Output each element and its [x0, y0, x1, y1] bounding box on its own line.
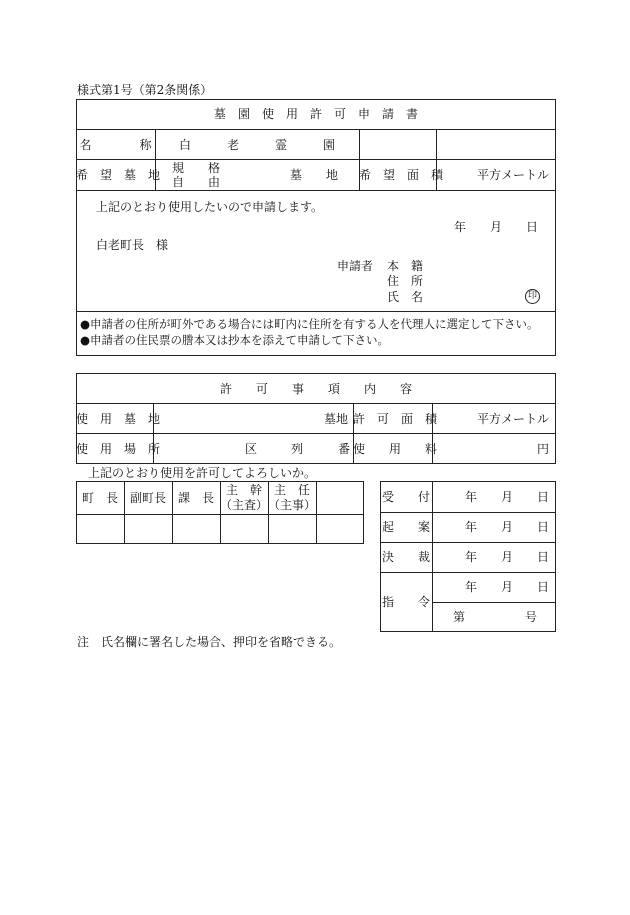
extra-stamp-cell[interactable] [317, 515, 363, 543]
ward-suffix: 区 [245, 442, 258, 456]
chief-header: 主 任 [273, 483, 310, 497]
applicant-name-label: 氏 名 [387, 290, 424, 304]
free-option[interactable]: 自 由 [171, 175, 220, 189]
application-date[interactable]: 年 月 日 [453, 220, 538, 234]
order-number-prefix: 第 [453, 610, 466, 624]
section-chief-stamp-cell[interactable] [173, 515, 219, 543]
section-chief-header: 課 長 [177, 491, 214, 505]
application-title: 墓 園 使 用 許 可 申 請 書 [213, 107, 418, 121]
used-plot-suffix: 墓地 [324, 412, 349, 426]
received-label: 受 付 [381, 490, 430, 504]
applicant-label: 申請者 [337, 259, 374, 273]
cemetery-name: 白 老 霊 園 [178, 138, 335, 152]
permitted-area-unit: 平方メートル [476, 412, 549, 426]
name-label: 名 称 [79, 138, 152, 152]
mayor-stamp-cell[interactable] [77, 515, 123, 543]
mayor-header: 町 長 [81, 491, 118, 505]
note-item: ●申請者の住所が町外である場合には町内に住所を有する人を代理人に選定して下さい。 [80, 317, 539, 331]
desired-plot-label: 希 望 墓 地 [76, 168, 161, 182]
deputy-mayor-stamp-cell[interactable] [125, 515, 171, 543]
inspector-header: （主査） [220, 498, 269, 512]
order-date[interactable]: 年 月 日 [464, 580, 549, 594]
permit-title: 許 可 事 項 内 容 [219, 382, 412, 396]
approval-statement: 上記のとおり使用を許可してよろしいか。 [88, 466, 317, 480]
name-extra-cell[interactable] [360, 130, 435, 158]
location-label: 使 用 場 所 [76, 442, 161, 456]
used-plot-label: 使 用 墓 地 [76, 412, 161, 426]
row-suffix: 列 [291, 442, 304, 456]
drafted-label: 起 案 [381, 520, 430, 534]
number-suffix: 番 [338, 442, 351, 456]
seal-mark: 印 [525, 289, 540, 304]
order-label: 指 令 [381, 595, 430, 609]
permitted-area-label: 許 可 面 積 [353, 412, 438, 426]
plot-suffix: 墓 地 [290, 168, 339, 182]
domicile-label: 本 籍 [387, 259, 424, 273]
desired-area-label: 希 望 面 積 [359, 168, 444, 182]
note-item: ●申請者の住民票の謄本又は抄本を添えて申請して下さい。 [80, 333, 390, 347]
form-id: 様式第1号（第2条関係） [77, 83, 213, 97]
clerk-header: （主事） [268, 498, 317, 512]
manager-stamp-cell[interactable] [221, 515, 267, 543]
drafted-date[interactable]: 年 月 日 [464, 520, 549, 534]
manager-header: 主 幹 [225, 483, 262, 497]
approved-date[interactable]: 年 月 日 [464, 550, 549, 564]
received-date[interactable]: 年 月 日 [464, 490, 549, 504]
deputy-mayor-header: 副町長 [129, 491, 166, 505]
fee-yen-unit: 円 [536, 442, 549, 456]
standard-option[interactable]: 規 格 [171, 161, 220, 175]
desired-area-unit: 平方メートル [476, 168, 549, 182]
address-label: 住 所 [387, 274, 424, 288]
approved-label: 決 裁 [381, 550, 430, 564]
chief-stamp-cell[interactable] [269, 515, 315, 543]
addressee: 白老町長 様 [96, 238, 169, 252]
name-extra-cell-2[interactable] [437, 130, 555, 158]
order-number-suffix: 号 [525, 610, 538, 624]
footnote: 注 氏名欄に署名した場合、押印を省略できる。 [77, 635, 342, 649]
fee-label: 使 用 料 [353, 442, 438, 456]
application-statement: 上記のとおり使用したいので申請します。 [96, 200, 324, 214]
